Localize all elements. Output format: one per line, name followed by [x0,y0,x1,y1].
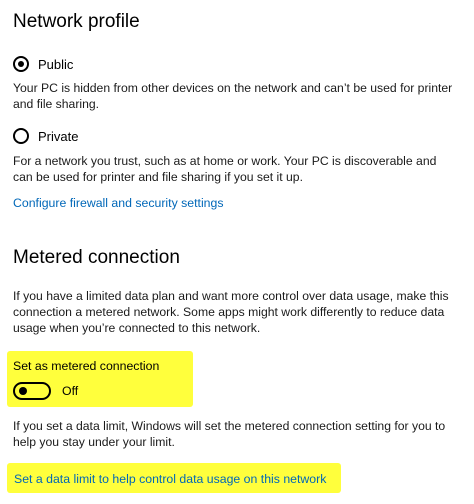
radio-public[interactable] [13,54,73,74]
private-description: For a network you trust, such as at home or work. Your PC is discoverable and can be used for printer and file sharing if you set it up. [13,154,437,184]
radio-private[interactable] [13,126,78,146]
configure-firewall-link[interactable]: Configure firewall and security settings [13,196,224,210]
toggle-knob [19,387,27,395]
metered-toggle-label: Set as metered connection [13,359,160,373]
public-description: Your PC is hidden from other devices on the network and can’t be used for printer and file sharing. [13,81,453,111]
metered-toggle[interactable] [13,381,78,401]
metered-description: If you have a limited data plan and want more control over data usage, make this connection a metered network. Some apps might work differently to reduce data usage when you’re connected to this network. [13,289,449,335]
toggle-state-text: Off [62,384,79,398]
radio-private-label: Private [38,128,79,144]
metered-connection-heading: Metered connection [13,247,180,268]
radio-public-indicator[interactable] [13,56,29,72]
radio-private-indicator[interactable] [13,128,29,144]
set-data-limit-link[interactable]: Set a data limit to help control data usage on this network [14,472,327,486]
radio-public-label: Public [38,56,74,72]
data-limit-description: If you set a data limit, Windows will set the metered connection setting for you to help you stay under your limit. [13,419,446,449]
network-profile-heading: Network profile [13,11,140,32]
toggle-switch[interactable] [13,382,51,400]
